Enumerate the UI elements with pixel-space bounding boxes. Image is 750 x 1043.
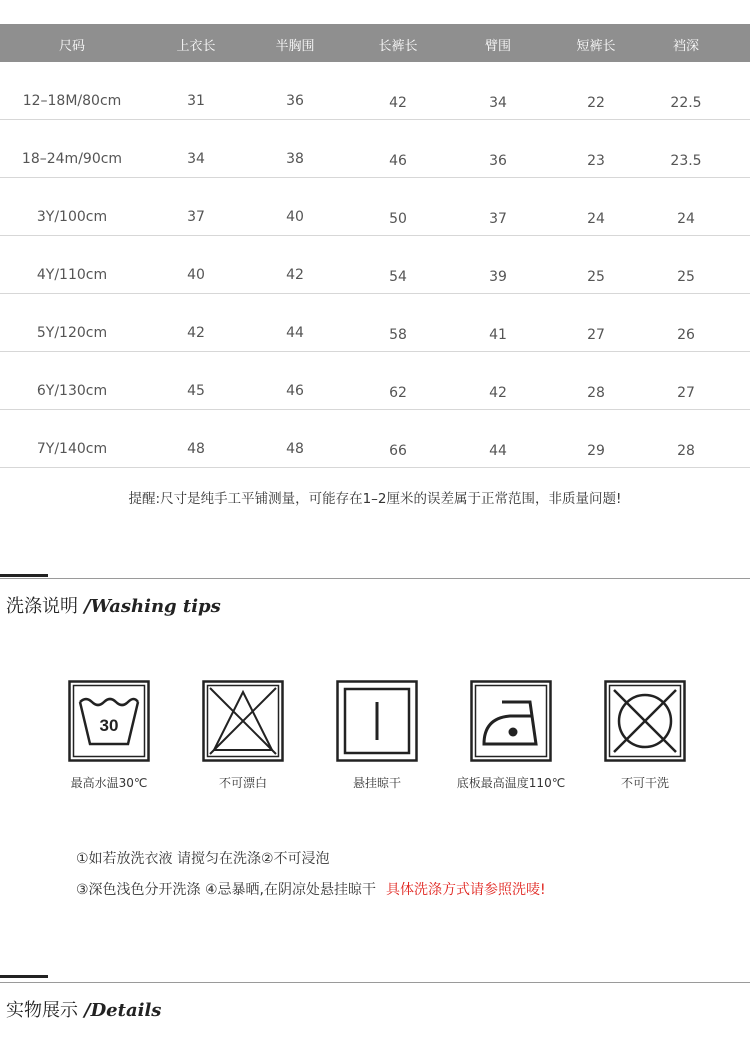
table-cell: 48 xyxy=(187,441,205,457)
table-cell: 66 xyxy=(389,443,407,459)
washing-tip-2-text: ③深色浅色分开洗涤 ④忌暴晒,在阴凉处悬挂晾干 xyxy=(76,882,377,898)
washing-section-title xyxy=(6,592,221,618)
table-cell: 4Y/110cm xyxy=(36,267,108,283)
section-accent-bar xyxy=(0,975,48,978)
table-cell: 22 xyxy=(587,95,605,111)
wash-item xyxy=(49,680,169,791)
washing-tip-red: 具体洗涤方式请参照洗唛! xyxy=(386,882,546,898)
table-row xyxy=(0,120,750,178)
wash-item xyxy=(317,680,437,791)
table-row xyxy=(0,62,750,120)
table-cell: 25 xyxy=(587,269,605,285)
table-cell: 27 xyxy=(587,327,605,343)
table-cell: 37 xyxy=(187,209,205,225)
table-cell: 24 xyxy=(587,211,605,227)
wash-label: 不可漂白 xyxy=(218,776,267,790)
table-cell: 44 xyxy=(286,325,304,341)
washing-title-cn: 洗涤说明 xyxy=(6,596,78,617)
wash-label: 最高水温30℃ xyxy=(70,776,148,790)
table-cell: 5Y/120cm xyxy=(36,325,108,341)
wash-item xyxy=(183,680,303,791)
wash-item xyxy=(451,680,571,791)
size-table-header xyxy=(0,24,750,62)
header-size: 尺码 xyxy=(58,39,85,54)
table-cell: 40 xyxy=(187,267,205,283)
table-cell: 7Y/140cm xyxy=(36,441,108,457)
table-cell: 23 xyxy=(587,153,605,169)
table-cell: 34 xyxy=(489,95,507,111)
table-cell: 41 xyxy=(489,327,507,343)
header-half-chest: 半胸围 xyxy=(275,39,315,54)
table-cell: 42 xyxy=(286,267,304,283)
table-cell: 62 xyxy=(389,385,407,401)
table-cell: 50 xyxy=(389,211,407,227)
row-divider xyxy=(0,467,750,468)
washing-tip-2 xyxy=(76,879,546,899)
table-row xyxy=(0,294,750,352)
table-row xyxy=(0,410,750,468)
wash-item xyxy=(585,680,705,791)
no-bleach-icon xyxy=(202,680,284,762)
table-row xyxy=(0,352,750,410)
table-cell: 42 xyxy=(389,95,407,111)
table-cell: 46 xyxy=(286,383,304,399)
table-cell: 29 xyxy=(587,443,605,459)
table-cell: 37 xyxy=(489,211,507,227)
table-cell: 28 xyxy=(677,443,695,459)
table-cell: 3Y/100cm xyxy=(36,209,108,225)
table-cell: 18–24m/90cm xyxy=(21,151,123,167)
no-dry-clean-icon xyxy=(604,680,686,762)
section-divider xyxy=(0,982,750,983)
table-cell: 31 xyxy=(187,93,205,109)
table-cell: 45 xyxy=(187,383,205,399)
header-rise: 裆深 xyxy=(672,39,699,54)
table-row xyxy=(0,236,750,294)
table-cell: 46 xyxy=(389,153,407,169)
table-row xyxy=(0,178,750,236)
washing-title-en: /Washing tips xyxy=(84,596,221,617)
table-cell: 58 xyxy=(389,327,407,343)
details-title-en: /Details xyxy=(84,1000,162,1021)
line-dry-icon xyxy=(336,680,418,762)
wash-temp-text: 30 xyxy=(99,716,119,735)
details-title-cn: 实物展示 xyxy=(6,1000,78,1021)
header-shorts-length: 短裤长 xyxy=(576,39,616,54)
table-cell: 44 xyxy=(489,443,507,459)
measurement-note: 提醒:尺寸是纯手工平铺测量，可能存在1–2厘米的误差属于正常范围，非质量问题! xyxy=(128,491,622,507)
wash-label: 底板最高温度110℃ xyxy=(456,776,566,790)
table-cell: 22.5 xyxy=(670,95,702,111)
header-arm: 臂围 xyxy=(484,39,511,54)
table-cell: 42 xyxy=(187,325,205,341)
table-cell: 42 xyxy=(489,385,507,401)
details-section-title xyxy=(6,996,161,1022)
section-divider xyxy=(0,578,750,579)
table-cell: 38 xyxy=(286,151,304,167)
wash-label: 悬挂晾干 xyxy=(352,776,401,790)
table-cell: 40 xyxy=(286,209,304,225)
table-cell: 26 xyxy=(677,327,695,343)
table-cell: 24 xyxy=(677,211,695,227)
table-cell: 23.5 xyxy=(670,153,702,169)
table-cell: 25 xyxy=(677,269,695,285)
table-cell: 48 xyxy=(286,441,304,457)
header-pants-length: 长裤长 xyxy=(378,39,418,54)
table-cell: 28 xyxy=(587,385,605,401)
table-cell: 36 xyxy=(286,93,304,109)
table-cell: 39 xyxy=(489,269,507,285)
section-accent-bar xyxy=(0,574,48,577)
wash-label: 不可干洗 xyxy=(620,776,669,790)
iron-low-icon xyxy=(470,680,552,762)
header-top-length: 上衣长 xyxy=(176,39,216,54)
table-cell: 36 xyxy=(489,153,507,169)
washing-tip-1: ①如若放洗衣液 请搅匀在洗涤②不可浸泡 xyxy=(76,851,330,867)
wash-30-icon xyxy=(68,680,150,762)
table-cell: 6Y/130cm xyxy=(36,383,108,399)
table-cell: 54 xyxy=(389,269,407,285)
table-cell: 34 xyxy=(187,151,205,167)
table-cell: 12–18M/80cm xyxy=(22,93,122,109)
table-cell: 27 xyxy=(677,385,695,401)
